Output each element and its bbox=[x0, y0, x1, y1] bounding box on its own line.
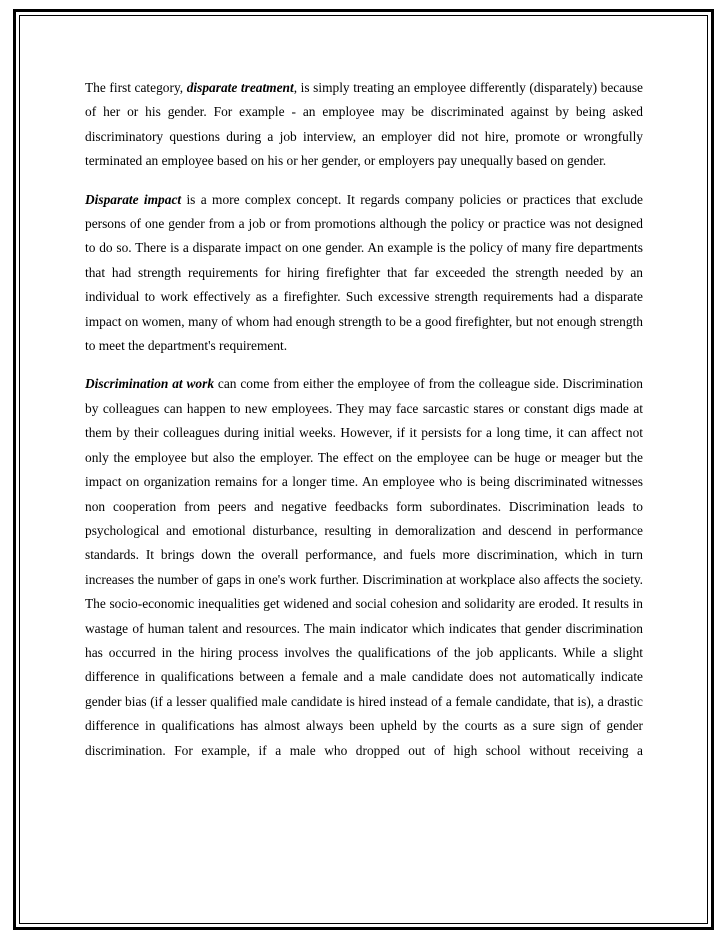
document-body bbox=[85, 76, 643, 763]
term-disparate-impact: Disparate impact bbox=[85, 191, 182, 207]
paragraph-text: , is simply treating an employee differently (disparately) because of her or his gender. For example - an employee may be discriminated against by being asked discriminatory questions during a job interview, an employer did not hire, promote or wrongfully terminated an employee based on his or her gender, or employers pay unequally based on gender. bbox=[85, 80, 644, 169]
paragraph-disparate-treatment bbox=[85, 76, 643, 174]
paragraph-text: is a more complex concept. It regards company policies or practices that exclude persons of one gender from a job or from promotions although the policy or practice was not designed to do so. There is a disparate impact on one gender. An example is the policy of many fire departments that had strength requirements for hiring firefighter that far exceeded the strength needed by an individual to work effectively as a firefighter. Such excessive strength requirements had a disparate impact on women, many of whom had enough strength to be a good firefighter, but not enough strength to meet the department's requirement. bbox=[85, 191, 643, 354]
term-disparate-treatment: disparate treatment bbox=[186, 80, 294, 95]
paragraph-disparate-impact bbox=[85, 188, 643, 359]
paragraph-discrimination-at-work bbox=[85, 372, 643, 763]
paragraph-lead-text: The first category, bbox=[85, 80, 187, 95]
term-discrimination-at-work: Discrimination at work bbox=[85, 376, 215, 392]
paragraph-text: can come from either the employee of from the colleague side. Discrimination by colleagues can happen to new employees. They may face sarcastic stares or constant digs made at them by their colleagues during initial weeks. However, if it persists for a long time, it can affect not only the employee but also the employer. The effect on the employee can be huge or meager but the impact on organization remains for a longer time. An employee who is being discriminated witnesses non cooperation from peers and negative feedbacks form subordinates. Discrimination leads to psychological and emotional disturbance, resulting in demoralization and descend in performance standards. It brings down the overall performance, and fuels more discrimination, which in turn increases the number of gaps in one's work further. Discrimination at workplace also affects the society. The socio-economic inequalities get widened and social cohesion and solidarity are eroded. It results in wastage of human talent and resources. The main indicator which indicates that gender discrimination has occurred in the hiring process involves the qualifications of the job applicants. While a slight difference in qualifications between a female and a male candidate does not automatically indicate gender bias (if a lesser qualified male candidate is hired instead of a female candidate, that is), a drastic difference in qualifications has almost always been upheld by the courts as a sure sign of gender discrimination. For example, if a male who dropped out of high school without receiving a bbox=[85, 376, 643, 758]
